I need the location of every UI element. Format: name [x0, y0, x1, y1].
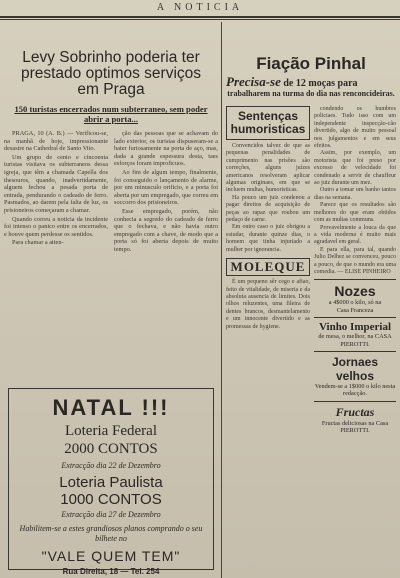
- vinho-title: Vinho Imperial: [318, 321, 391, 334]
- right-paragraph: E para ella, para tal, quando Julio Delhez se convenceu, pouco a pouco, de que o mundo era uma comedia. — ELISE PINHEIRO: [314, 246, 396, 275]
- sentencas-title: Sentenças humoristicas: [226, 106, 310, 140]
- masthead: A NOTICIA: [156, 2, 244, 13]
- article-paragraph: PRAGA, 10 (A. B.) — Verificou-se, na manhã de hoje, impressionante desastre na Cathedral de Santo Vito.: [4, 130, 108, 153]
- right-paragraph: Provavelmente a louca da que a vida moderna é muito mais agradavel em geral.: [314, 224, 396, 246]
- ad-extracao-paulista: Extracção dia 27 de Dezembro: [61, 510, 161, 519]
- subheadline: 150 turistas encerrados num subterraneo, sem poder abrir a porta...: [14, 104, 208, 124]
- fiacao-title: Fiação Pinhal: [256, 54, 366, 73]
- jornais-sub: Vendem-se a 1$000 o kilo nesta redacção.: [314, 382, 396, 398]
- divider: [314, 279, 396, 280]
- ad-contos-federal: 2000 CONTOS: [64, 441, 158, 457]
- ad-natal-title: NATAL !!!: [52, 395, 170, 420]
- ad-contos-paulista: 1000 CONTOS: [60, 491, 162, 508]
- vinho-ad: [314, 321, 396, 348]
- precisa-big: Precisa-se: [226, 74, 281, 89]
- right-columns: [226, 106, 396, 435]
- sentencas-paragraph: Em outro caso o juiz obrigou a estudar, durante quinze dias, o homem que tinha injuriado a mulher por ignorancia.: [226, 224, 310, 253]
- divider: [314, 351, 396, 352]
- right-body: [314, 106, 396, 276]
- jornais-ad: [314, 355, 396, 398]
- article-paragraph: Quando correu a noticia da incidente foi intenso o panico entre os encerrados, e houve quem perdesse os sentidos.: [4, 215, 108, 238]
- article-paragraph: Esse empregado, porém, não conhecia a segredo do cadeado de ferro que o fechava, e não havia outro empregado com a chave, de modo que a porta só foi aberta depois de muito tempo.: [114, 207, 218, 253]
- article-body: [4, 130, 218, 255]
- nozes-price: a 4$000 o kilo, só na: [328, 299, 382, 307]
- sentencas-column: [226, 106, 310, 435]
- moleque-body: [226, 279, 310, 331]
- precisa-sub: trabalharem na turma do dia nas renconcideiras.: [227, 89, 395, 98]
- ad-extracao-federal: Extracção dia 22 de Dezembro: [61, 461, 161, 470]
- headline: [4, 50, 218, 98]
- frutas-sub: Fructas deliciosas na Casa PIEROTTI.: [321, 419, 389, 435]
- right-text-column: [314, 106, 396, 435]
- article-paragraph: ção das pessoas que se achavam do lado exterior, os turistas dispuseram-se a bater furiosamente na porta de aço, mas, dada a grande espessura desta, taes esforços foram improficuos.: [114, 130, 218, 168]
- divider: [314, 401, 396, 402]
- masthead-rule: [0, 16, 400, 18]
- article-column-a: [4, 130, 108, 255]
- right-paragraph: Parece que os resultados são melhores do que eram obtidos com as multas communs.: [314, 202, 396, 224]
- right-paragraph: condendo os humbres policiaes. Tudo isso com um independente inspecção-cão divertido, algo de muito pessoal nos julgamentos e em seus efeitos.: [314, 106, 396, 150]
- headline-line-3: em Praga: [77, 81, 145, 98]
- ad-address: Rua Direita, 18 — Tel. 254: [62, 567, 160, 576]
- article-paragraph: Ao fim de algum tempo, finalmente, foi conseguido o lançamento de alarme, por um minusculo orificio, e a porta foi aberta por um empregado, que correu em soccorro dos prisioneiros.: [114, 168, 218, 207]
- sentencas-paragraph: Ha pouco um juiz condenou a pagar direitos de acquisição de peças ao rapaz que roubou um pedaço de carne.: [226, 194, 310, 224]
- column-rule: [221, 22, 222, 578]
- natal-lottery-ad: [8, 388, 214, 576]
- precisa-ad: [226, 74, 396, 89]
- sentencas-body: [226, 143, 310, 254]
- right-paragraph: Assim, por exemplo, um motorista que foi preso por excesso de velocidade foi condenado a servir de chauffeur ao juiz durante um mez.: [314, 150, 396, 187]
- jornais-title: Jornaes velhos: [331, 354, 379, 383]
- frutas-title: Fructas: [335, 404, 375, 419]
- headline-line-1: Levy Sobrinho poderia ter: [22, 49, 200, 66]
- frutas-ad: [314, 405, 396, 435]
- ad-vale-quem-tem: "VALE QUEM TEM": [41, 548, 181, 564]
- ad-habilitem: Habilitem-se a estes grandiosos planos comprando o seu bilhete no: [19, 524, 203, 543]
- sentencas-paragraph: Convencidos talvez de que as pequenas penalidades de cumprimento nas prisões são correções, alguns juízes americanos resolveram aplicar algumas originaes, em que se incluem multas, humoristicas.: [226, 143, 310, 194]
- left-column: [4, 22, 218, 255]
- nozes-shop: Casa Franceza: [336, 306, 374, 314]
- nozes-ad: [314, 283, 396, 314]
- vinho-sub: de mesa, o melhor, na CASA PIEROTTI.: [318, 333, 392, 348]
- masthead-rule-thin: [0, 19, 400, 20]
- article-paragraph: Um grupo de cento e cincoenta turistas visitava os subterraneos dessa igreja, que têm a chamada Capella dos thesouros, quando, inadvertidamente, alguem fechou a pesada porta de entrada, pendurando o cadeado de ferro. Pasmados, ao darem pela falta de luz, os prisioneiros começaram a chamar.: [4, 153, 108, 214]
- ad-loteria-paulista: Loteria Paulista: [59, 474, 163, 491]
- ad-loteria-federal: Loteria Federal: [64, 423, 158, 439]
- article-paragraph: Para chamar a atten-: [12, 239, 64, 247]
- divider: [314, 317, 396, 318]
- article-column-b: [114, 130, 218, 255]
- moleque-paragraph: É um pequeno sêr cego e afiao, feito de vitalidade, de miseria e da absoluta ausencia de limites. Dois olhos reluzentes, uma fileira de dentes brancos, desmantelamento e um innocente divertido e as promessas de hygiene.: [226, 279, 310, 330]
- precisa-rest: de 12 moças para: [283, 78, 358, 89]
- headline-line-2: prestado optimos serviços: [20, 65, 202, 82]
- moleque-title: MOLEQUE: [226, 258, 310, 276]
- nozes-title: Nozes: [334, 283, 376, 300]
- right-paragraph: Outro a tomar um banho tantos dias na semana.: [314, 187, 396, 201]
- right-column: [226, 22, 396, 578]
